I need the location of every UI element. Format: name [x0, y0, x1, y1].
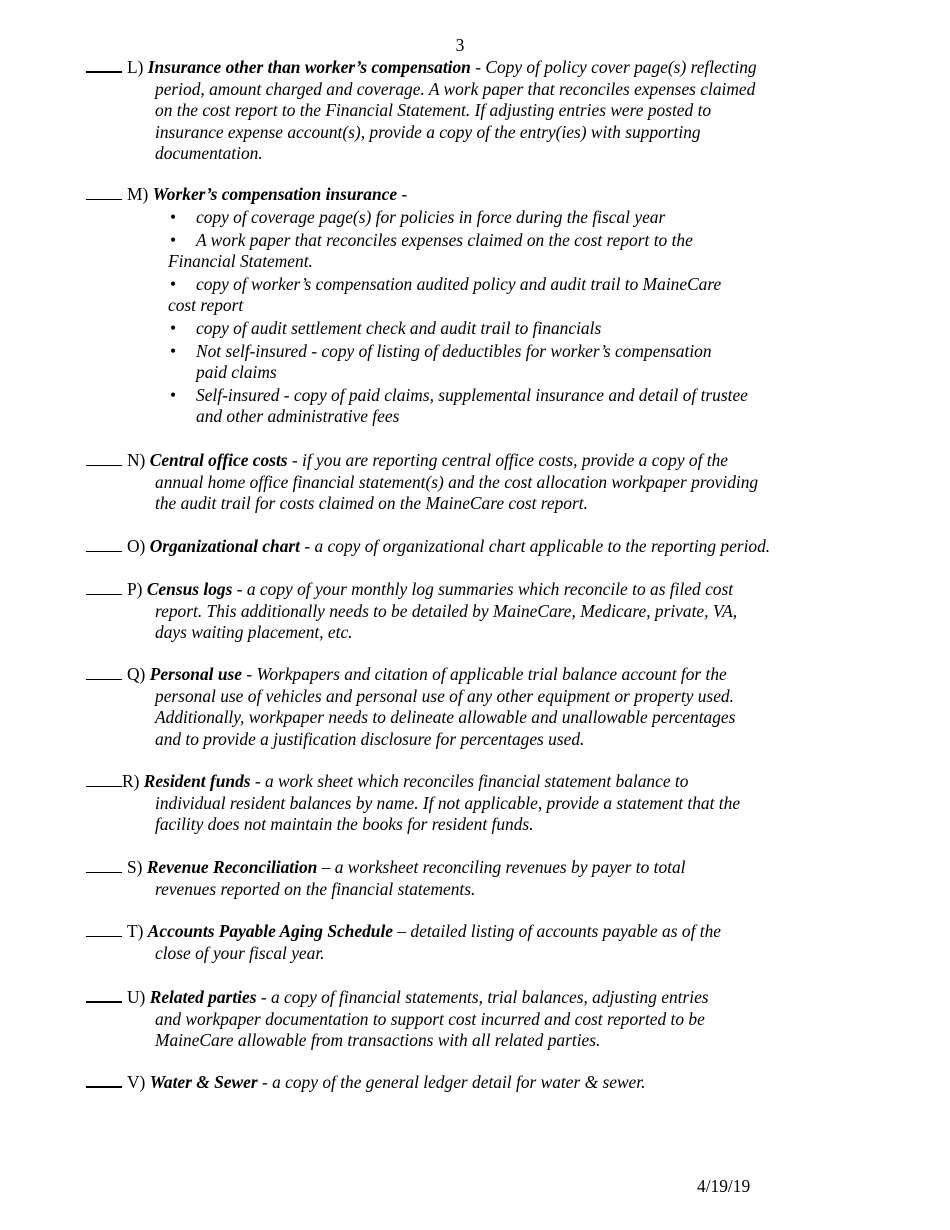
item-letter: R) — [122, 771, 140, 791]
bullet-item: • copy of worker’s compensation audited policy and audit trail to MaineCare cost report — [168, 273, 722, 316]
checkbox-blank[interactable] — [86, 184, 122, 200]
bullet-icon: • — [170, 384, 177, 405]
checklist-item-s — [86, 857, 831, 900]
item-title: Organizational chart — [149, 536, 300, 556]
checkbox-blank[interactable] — [86, 579, 122, 595]
bullet-item: • copy of coverage page(s) for policies in force during the fiscal year — [170, 207, 666, 227]
item-title: Accounts Payable Aging Schedule — [147, 921, 394, 941]
bullet-item: • Not self-insured - copy of listing of deductibles for worker’s compensation paid claims — [170, 340, 712, 383]
checklist-item-r — [86, 771, 831, 836]
checklist-item-p — [86, 579, 831, 644]
item-description: – detailed listing of accounts payable as of the — [393, 921, 721, 941]
checklist-item-v — [86, 1071, 831, 1094]
checklist-item-m — [86, 184, 831, 206]
item-description-line: report. This additionally needs to be detailed by MaineCare, Medicare, private, VA, — [155, 600, 738, 621]
bullet-icon: • — [170, 340, 177, 361]
item-description-line: on the cost report to the Financial Statement. If adjusting entries were posted to — [155, 100, 712, 121]
item-description-line: period, amount charged and coverage. A work paper that reconciles expenses claimed — [155, 78, 756, 99]
item-title: Related parties — [149, 987, 257, 1007]
item-description-line: Additionally, workpaper needs to delineate allowable and unallowable percentages — [155, 707, 736, 728]
item-letter: P) — [127, 579, 143, 599]
item-letter: O) — [127, 536, 146, 556]
checkbox-blank[interactable] — [86, 56, 122, 73]
item-title: Revenue Reconciliation — [146, 857, 318, 877]
bullet-icon: • — [170, 273, 177, 294]
item-title: Central office costs — [149, 450, 288, 470]
item-description: - if you are reporting central office costs, provide a copy of the — [287, 450, 729, 470]
item-description-line: close of your fiscal year. — [155, 942, 325, 963]
item-title: Personal use — [149, 664, 242, 684]
checkbox-blank[interactable] — [86, 857, 122, 873]
bullet-item: • copy of audit settlement check and audit trail to financials — [170, 317, 602, 338]
item-description: - a work sheet which reconciles financial statement balance to — [250, 771, 689, 791]
checklist-item-q — [86, 664, 831, 750]
checklist-item-o — [86, 536, 846, 558]
checkbox-blank[interactable] — [86, 664, 122, 680]
item-description-line: revenues reported on the financial statements. — [155, 878, 476, 899]
item-description-line: insurance expense account(s), provide a copy of the entry(ies) with supporting — [155, 121, 701, 142]
checkbox-blank[interactable] — [86, 921, 122, 937]
footer-date: 4/19/19 — [697, 1176, 751, 1196]
item-description: – a worksheet reconciling revenues by payer to total — [317, 857, 686, 877]
item-title: Water & Sewer — [149, 1072, 258, 1092]
checkbox-blank[interactable] — [86, 450, 122, 466]
item-description: - — [397, 184, 408, 204]
item-letter: Q) — [127, 664, 146, 684]
item-title: Worker’s compensation insurance — [152, 184, 398, 204]
bullet-icon: • — [170, 207, 177, 227]
item-description: - Workpapers and citation of applicable trial balance account for the — [242, 664, 727, 684]
checklist-item-l — [86, 56, 831, 165]
checkbox-blank[interactable] — [86, 536, 122, 552]
worker-comp-bullet-list — [168, 207, 808, 429]
checklist-item-t — [86, 921, 831, 964]
item-letter: L) — [127, 57, 144, 77]
item-title: Census logs — [146, 579, 233, 599]
item-description-line: documentation. — [155, 143, 263, 164]
item-letter: N) — [127, 450, 146, 470]
item-description-line: days waiting placement, etc. — [155, 622, 353, 643]
bullet-icon: • — [170, 317, 177, 338]
item-description: - Copy of policy cover page(s) reflecting — [470, 57, 757, 77]
item-description-line: the audit trail for costs claimed on the MaineCare cost report. — [155, 493, 588, 514]
page-number: 3 — [455, 35, 465, 55]
item-description: - a copy of financial statements, trial balances, adjusting entries — [256, 987, 709, 1007]
item-title: Resident funds — [143, 771, 251, 791]
item-description-line: personal use of vehicles and personal use of any other equipment or property used. — [155, 685, 734, 706]
item-title: Insurance other than worker’s compensation — [147, 57, 471, 77]
item-description: - a copy of the general ledger detail for water & sewer. — [257, 1072, 646, 1092]
bullet-item: • A work paper that reconciles expenses claimed on the cost report to the Financial Statement. — [168, 229, 693, 272]
bullet-item: • Self-insured - copy of paid claims, supplemental insurance and detail of trustee and other administrative fees — [170, 384, 748, 427]
item-description-line: facility does not maintain the books for resident funds. — [155, 814, 534, 835]
item-description-line: individual resident balances by name. If not applicable, provide a statement that the — [155, 792, 741, 813]
checklist-item-u — [86, 986, 831, 1052]
item-description-line: annual home office financial statement(s) and the cost allocation workpaper providing — [155, 471, 759, 492]
item-letter: T) — [127, 921, 144, 941]
item-letter: M) — [127, 184, 149, 204]
item-description-line: MaineCare allowable from transactions with all related parties. — [155, 1030, 601, 1051]
item-letter: U) — [127, 987, 146, 1007]
checkbox-blank[interactable] — [86, 771, 122, 787]
item-description: - a copy of organizational chart applicable to the reporting period. — [300, 536, 771, 556]
checkbox-blank[interactable] — [86, 1071, 122, 1088]
checklist-item-n — [86, 450, 831, 515]
item-description-line: and to provide a justification disclosure for percentages used. — [155, 728, 585, 749]
item-description-line: and workpaper documentation to support cost incurred and cost reported to be — [155, 1008, 705, 1029]
item-letter: S) — [127, 857, 143, 877]
item-description: - a copy of your monthly log summaries which reconcile to as filed cost — [232, 579, 734, 599]
item-letter: V) — [127, 1072, 146, 1092]
bullet-icon: • — [170, 229, 177, 250]
checkbox-blank[interactable] — [86, 986, 122, 1003]
